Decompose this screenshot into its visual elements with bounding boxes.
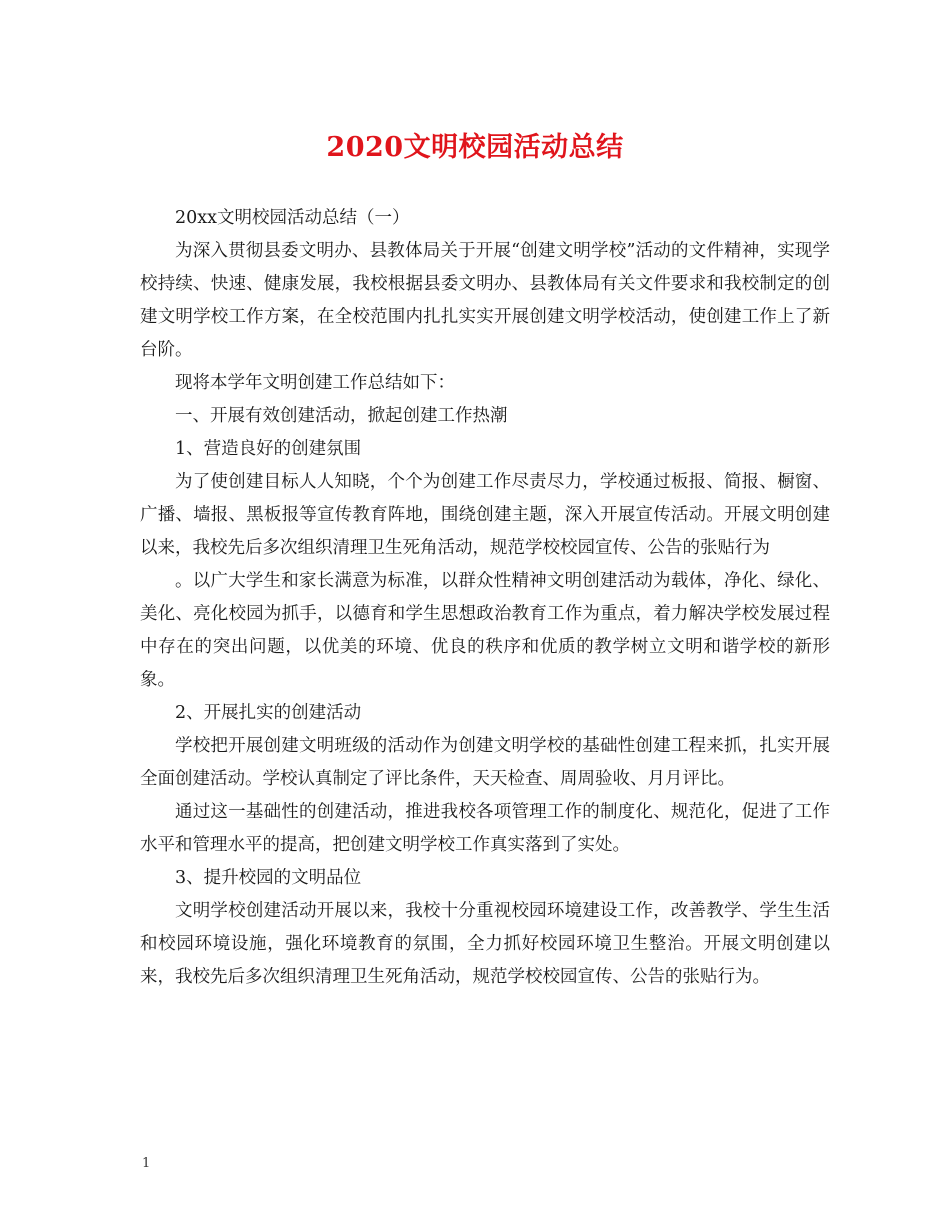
- document-body: [140, 202, 830, 994]
- document-title: 2020文明校园活动总结: [326, 132, 624, 163]
- subsection-heading-3: 3、提升校园的文明品位: [175, 868, 362, 888]
- paragraph-standards: 。以广大学生和家长满意为标准，以群众性精神文明创建活动为载体，净化、绿化、美化、亮化校园为抓手，以德育和学生思想政治教育工作为重点，着力解决学校发展过程中存在的突出问题，以优美的环境、优良的秩序和优质的教学树立文明和谐学校的新形象。: [140, 571, 830, 690]
- paragraph-atmosphere: 为了使创建目标人人知晓，个个为创建工作尽责尽力，学校通过板报、简报、橱窗、广播、墙报、黑板报等宣传教育阵地，围绕创建主题，深入开展宣传活动。开展文明创建以来，我校先后多次组织清理卫生死角活动，规范学校校园宣传、公告的张贴行为: [140, 472, 830, 558]
- paragraph-class-activities: 学校把开展创建文明班级的活动作为创建文明学校的基础性创建工程来抓，扎实开展全面创建活动。学校认真制定了评比条件，天天检查、周周验收、月月评比。: [140, 736, 830, 789]
- subsection-heading-1: 1、营造良好的创建氛围: [175, 439, 362, 459]
- paragraph-management: 通过这一基础性的创建活动，推进我校各项管理工作的制度化、规范化，促进了工作水平和管理水平的提高，把创建文明学校工作真实落到了实处。: [140, 802, 830, 855]
- page-number: 1: [142, 1156, 151, 1171]
- paragraph-intro: 为深入贯彻县委文明办、县教体局关于开展“创建文明学校”活动的文件精神，实现学校持续、快速、健康发展，我校根据县委文明办、县教体局有关文件要求和我校制定的创建文明学校工作方案，在全校范围内扎扎实实开展创建文明学校活动，使创建工作上了新台阶。: [140, 241, 830, 360]
- paragraph-summary-lead: 现将本学年文明创建工作总结如下：: [175, 373, 455, 393]
- section-heading-1: 一、开展有效创建活动，掀起创建工作热潮: [175, 406, 508, 426]
- paragraph-subtitle: 20xx文明校园活动总结（一）: [175, 208, 410, 228]
- paragraph-environment: 文明学校创建活动开展以来，我校十分重视校园环境建设工作，改善教学、学生生活和校园环境设施，强化环境教育的氛围，全力抓好校园环境卫生整治。开展文明创建以来，我校先后多次组织清理卫生死角活动，规范学校校园宣传、公告的张贴行为。: [140, 901, 830, 987]
- subsection-heading-2: 2、开展扎实的创建活动: [175, 703, 362, 723]
